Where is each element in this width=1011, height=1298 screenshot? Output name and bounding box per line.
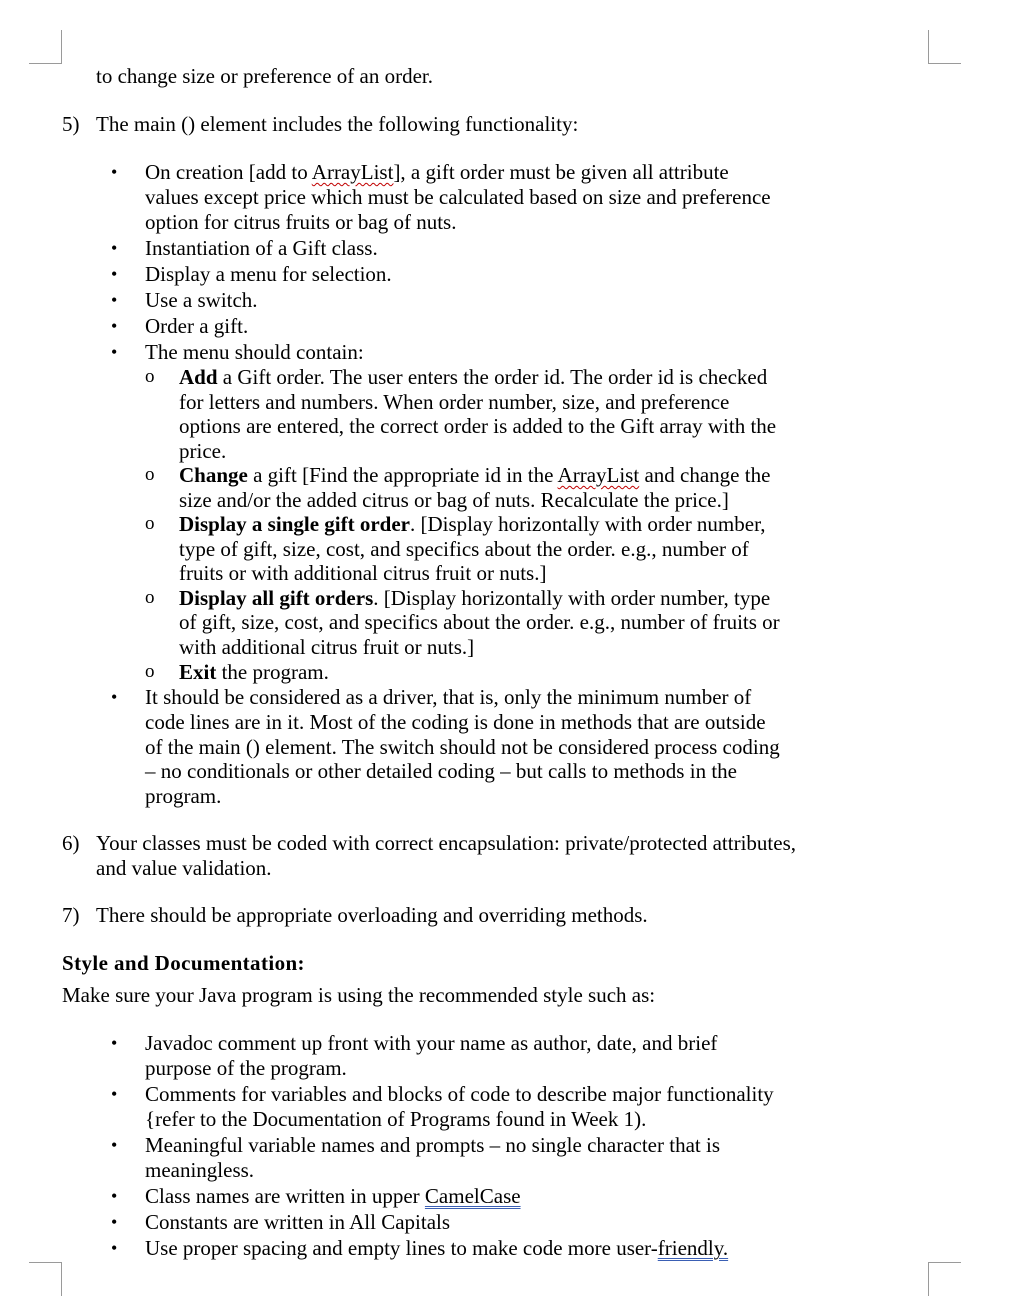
spellcheck-word: ArrayList [557, 463, 640, 487]
bullet-text-line: Use a switch. [145, 288, 258, 312]
sub-text-line: with additional citrus fruit or nuts.] [179, 635, 475, 659]
bullet-glyph: • [111, 264, 118, 284]
bullet-glyph: • [111, 687, 118, 707]
sub-text-line: size and/or the added citrus or bag of nuts. Recalculate the price.] [179, 488, 729, 512]
sub-text-line: fruits or with additional citrus fruit or nuts.] [179, 561, 547, 585]
bullet-text-line: Comments for variables and blocks of code to describe major functionality [145, 1082, 774, 1106]
bullet-text-line: Use proper spacing and empty lines to make code more user-friendly. [145, 1236, 729, 1260]
bullet-glyph: • [111, 290, 118, 310]
sub-text-line: Display a single gift order. [Display horizontally with order number, [179, 512, 766, 536]
bullet-text-line: {refer to the Documentation of Programs found in Week 1). [145, 1107, 647, 1131]
corner-mark-top-right [928, 30, 961, 64]
bullet-text-line: Constants are written in All Capitals [145, 1210, 451, 1234]
bullet-glyph: • [111, 342, 118, 362]
sub-bullet-glyph: o [145, 587, 155, 608]
sub-text-line: Exit the program. [179, 660, 329, 684]
bullet-glyph: • [111, 238, 118, 258]
bullet-text-line: Display a menu for selection. [145, 262, 392, 286]
grammar-check-word: friendly. [657, 1236, 729, 1260]
bullet-text-line: Meaningful variable names and prompts – no single character that is [145, 1133, 720, 1157]
sub-text-line: Change a gift [Find the appropriate id in the ArrayList and change the [179, 463, 771, 487]
item-number: 6) [62, 831, 80, 855]
sub-text-line: type of gift, size, cost, and specifics about the order. e.g., number of [179, 537, 749, 561]
item-number: 7) [62, 903, 80, 927]
bullet-glyph: • [111, 1033, 118, 1053]
sub-bullet-glyph: o [145, 661, 155, 682]
sub-text-line: Add a Gift order. The user enters the order id. The order id is checked [179, 365, 768, 389]
sub-text-line: options are entered, the correct order is added to the Gift array with the [179, 414, 777, 438]
bullet-text-line: option for citrus fruits or bag of nuts. [145, 210, 457, 234]
bullet-text-line: Order a gift. [145, 314, 249, 338]
bullet-text-line: meaningless. [145, 1158, 255, 1182]
bullet-text-line: It should be considered as a driver, that is, only the minimum number of [145, 685, 752, 709]
bullet-text-line: Class names are written in upper CamelCase [145, 1184, 521, 1208]
sub-bullet-glyph: o [145, 513, 155, 534]
sub-text-line: for letters and numbers. When order number, size, and preference [179, 390, 730, 414]
bullet-text-line: Javadoc comment up front with your name as author, date, and brief [145, 1031, 718, 1055]
item-text: The main () element includes the following functionality: [96, 112, 579, 136]
corner-mark-bottom-left [29, 1262, 62, 1296]
bullet-glyph: • [111, 1212, 118, 1232]
bullet-glyph: • [111, 1135, 118, 1155]
section-heading: Style and Documentation: [62, 951, 305, 975]
bullet-text-line: code lines are in it. Most of the coding is done in methods that are outside [145, 710, 766, 734]
item-number: 5) [62, 112, 80, 136]
intro-line: to change size or preference of an order. [96, 64, 433, 88]
bullet-glyph: • [111, 316, 118, 336]
bullet-text-line: – no conditionals or other detailed coding – but calls to methods in the [145, 759, 737, 783]
bullet-glyph: • [111, 1238, 118, 1258]
bullet-text-line: Instantiation of a Gift class. [145, 236, 378, 260]
bullet-glyph: • [111, 162, 118, 182]
sub-text-line: Display all gift orders. [Display horizontally with order number, type [179, 586, 771, 610]
item-text: There should be appropriate overloading and overriding methods. [96, 903, 648, 927]
corner-mark-top-left [29, 30, 62, 64]
spellcheck-word: ArrayList [311, 160, 394, 184]
bullet-glyph: • [111, 1084, 118, 1104]
sub-text-line: price. [179, 439, 227, 463]
item-text: and value validation. [96, 856, 272, 880]
bullet-glyph: • [111, 1186, 118, 1206]
bullet-text-line: program. [145, 784, 222, 808]
bullet-text-line: The menu should contain: [145, 340, 364, 364]
corner-mark-bottom-right [928, 1262, 961, 1296]
bullet-text-line: On creation [add to ArrayList], a gift order must be given all attribute [145, 160, 729, 184]
bullet-text-line: values except price which must be calculated based on size and preference [145, 185, 771, 209]
sub-bullet-glyph: o [145, 464, 155, 485]
sub-bullet-glyph: o [145, 366, 155, 387]
bullet-text-line: purpose of the program. [145, 1056, 347, 1080]
sub-text-line: of gift, size, cost, and specifics about the order. e.g., number of fruits or [179, 610, 780, 634]
section-intro: Make sure your Java program is using the recommended style such as: [62, 983, 656, 1007]
bullet-text-line: of the main () element. The switch should not be considered process coding [145, 735, 780, 759]
grammar-check-word: CamelCase [424, 1184, 521, 1208]
item-text: Your classes must be coded with correct encapsulation: private/protected attributes, [96, 831, 796, 855]
